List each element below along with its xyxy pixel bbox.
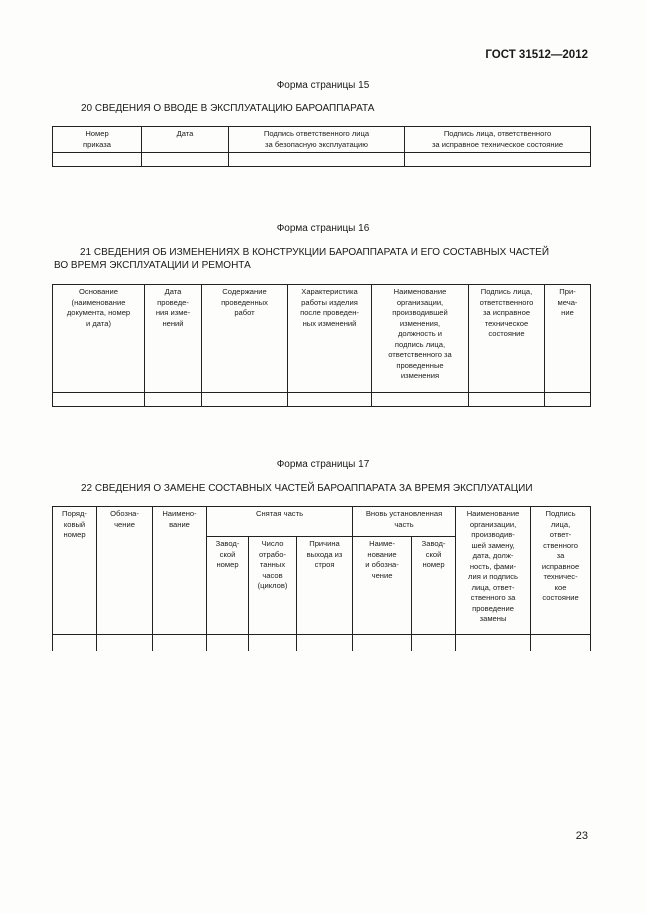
form17-col-order: Поряд- ковый номер [53, 507, 97, 635]
form16-col-tech-sign: Подпись лица, ответственного за исправное техническое состояние [469, 285, 545, 393]
form15-col-tech-sign: Подпись лица, ответственного за исправное техническое состояние [405, 127, 591, 153]
form17-installed-name: Наиме- нование и обозна- чение [353, 537, 412, 635]
page-number: 23 [575, 830, 588, 842]
form16-title: Форма страницы 16 [276, 223, 370, 234]
table-row [53, 635, 591, 652]
form16-col-organization: Наименование организации, производившей изменения, должность и подпись лица, ответственного за проведенные изменения [372, 285, 469, 393]
form17-col-designation: Обозна- чение [97, 507, 153, 635]
form16-col-content: Содержание проведенных работ [202, 285, 288, 393]
form15-col-order: Номер приказа [53, 127, 142, 153]
form17-col-tech-sign: Подпись лица, ответ- ственного за исправное техничес- кое состояние [531, 507, 591, 635]
form16-table [52, 284, 591, 407]
form16-col-basis: Основание (наименование документа, номер и дата) [53, 285, 145, 393]
form17-title: Форма страницы 17 [276, 459, 370, 470]
form15-table [52, 126, 591, 167]
form16-col-date: Дата проведе- ния изме- нений [145, 285, 202, 393]
form15-section-heading: 20 СВЕДЕНИЯ О ВВОДЕ В ЭКСПЛУАТАЦИЮ БАРОАППАРАТА [81, 103, 375, 114]
form17-col-organization: Наименование организации, производив- шей замену, дата, долж- ность, фами- лия и подпись лица, ответ- ственного за проведение замены [456, 507, 531, 635]
form15-col-date: Дата [142, 127, 229, 153]
form17-group-removed: Снятая часть [207, 507, 353, 537]
form17-removed-hours: Число отрабо- танных часов (циклов) [249, 537, 297, 635]
form16-col-note: При- меча- ние [545, 285, 591, 393]
form15-title: Форма страницы 15 [276, 80, 370, 91]
form16-col-characteristic: Характеристика работы изделия после проведен- ных изменений [288, 285, 372, 393]
form17-removed-reason: Причина выхода из строя [297, 537, 353, 635]
form17-table [52, 506, 591, 651]
form17-section-heading: 22 СВЕДЕНИЯ О ЗАМЕНЕ СОСТАВНЫХ ЧАСТЕЙ БАРОАППАРАТА ЗА ВРЕМЯ ЭКСПЛУАТАЦИИ [81, 483, 533, 494]
form16-section-heading-line1: 21 СВЕДЕНИЯ ОБ ИЗМЕНЕНИЯХ В КОНСТРУКЦИИ БАРОАППАРАТА И ЕГО СОСТАВНЫХ ЧАСТЕЙ [80, 247, 550, 258]
form17-group-installed: Вновь установленная часть [353, 507, 456, 537]
form17-installed-serial: Завод- ской номер [412, 537, 456, 635]
standard-code: ГОСТ 31512—2012 [485, 49, 588, 61]
form17-col-name: Наимено- вание [153, 507, 207, 635]
form16-section-heading-line2: ВО ВРЕМЯ ЭКСПЛУАТАЦИИ И РЕМОНТА [54, 260, 251, 271]
table-row [53, 393, 591, 407]
form17-removed-serial: Завод- ской номер [207, 537, 249, 635]
table-row [53, 153, 591, 167]
form15-col-safety-sign: Подпись ответственного лица за безопасную эксплуатацию [229, 127, 405, 153]
